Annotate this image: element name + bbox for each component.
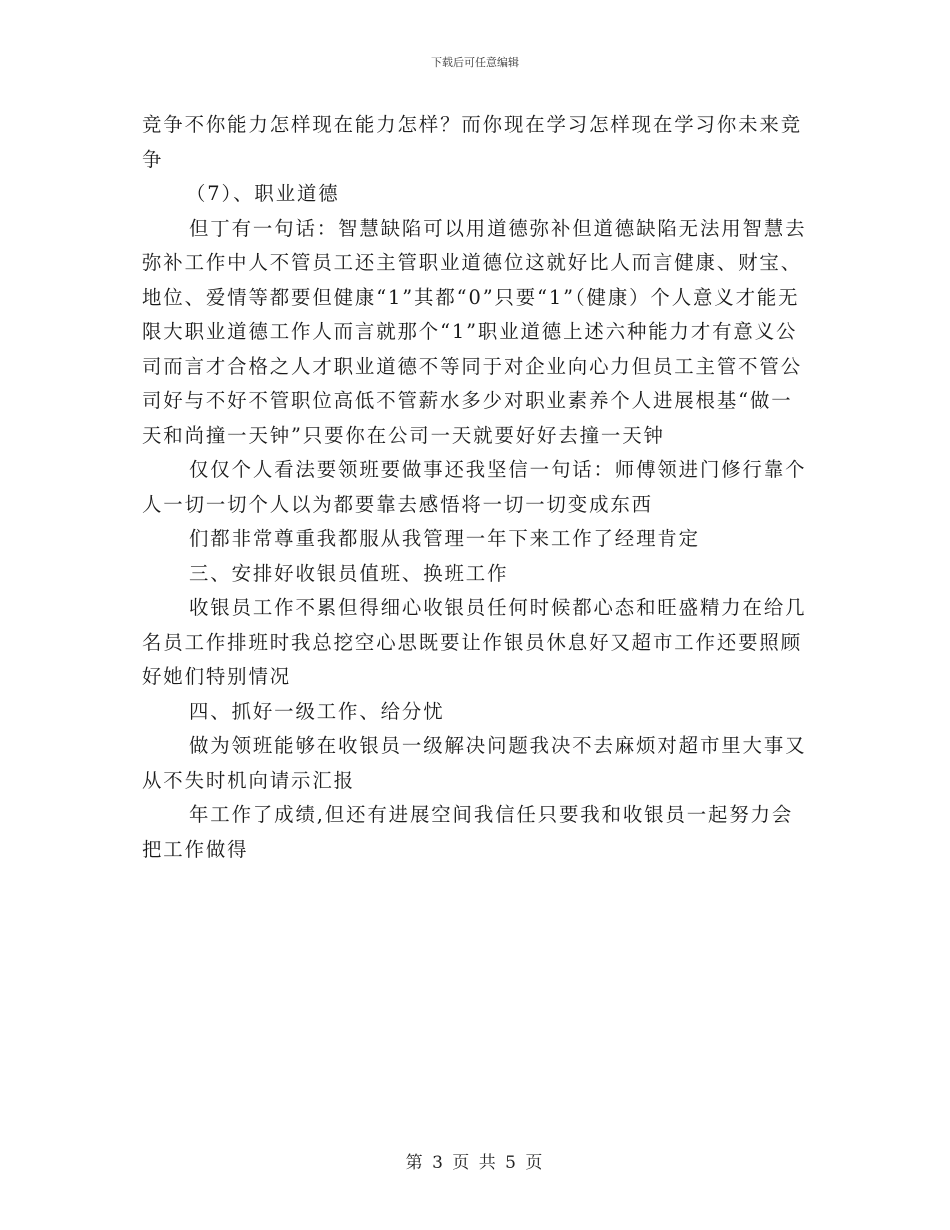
paragraph: 们都非常尊重我都服从我管理一年下来工作了经理肯定 <box>189 527 700 550</box>
section-heading: 四、抓好一级工作、给分忧 <box>189 699 445 723</box>
page-number-footer: 第 3 页 共 5 页 <box>405 1153 545 1173</box>
paragraph: 年工作了成绩,但还有进展空间我信任只要我和收银员一起努力会把工作做得 <box>142 803 794 861</box>
paragraph: 收银员工作不累但得细心收银员任何时候都心态和旺盛精力在给几名员工作排班时我总挖空心思既要让作银员休息好又超市工作还要照顾好她们特别情况 <box>142 596 807 688</box>
document-body <box>142 108 810 867</box>
paragraph: 竞争不你能力怎样现在能力怎样？而你现在学习怎样现在学习你未来竞争 <box>142 113 803 171</box>
section-subheading: （7）、职业道德 <box>186 182 340 205</box>
section-heading: 三、安排好收银员值班、换班工作 <box>189 561 509 585</box>
paragraph: 仅仅个人看法要领班要做事还我坚信一句话：师傅领进门修行靠个人一切一切个人以为都要靠去感悟将一切一切变成东西 <box>142 458 807 516</box>
paragraph: 做为领班能够在收银员一级解决问题我决不去麻烦对超市里大事又从不失时机向请示汇报 <box>142 734 807 792</box>
paragraph: 但丁有一句话：智慧缺陷可以用道德弥补但道德缺陷无法用智慧去弥补工作中人不管员工还主管职业道德位这就好比人而言健康、财宝、地位、爱情等都要但健康“1”其都“0”只要“1”（健康）个人意义才能无限大职业道德工作人而言就那个“1”职业道德上述六种能力才有意义公司而言才合格之人才职业道德不等同于对企业向心力但员工主管不管公司好与不好不管职位高低不管薪水多少对职业素养个人进展根基“做一天和尚撞一天钟”只要你在公司一天就要好好去撞一天钟 <box>142 216 807 447</box>
page-header: 下载后可任意编辑 <box>431 56 519 69</box>
